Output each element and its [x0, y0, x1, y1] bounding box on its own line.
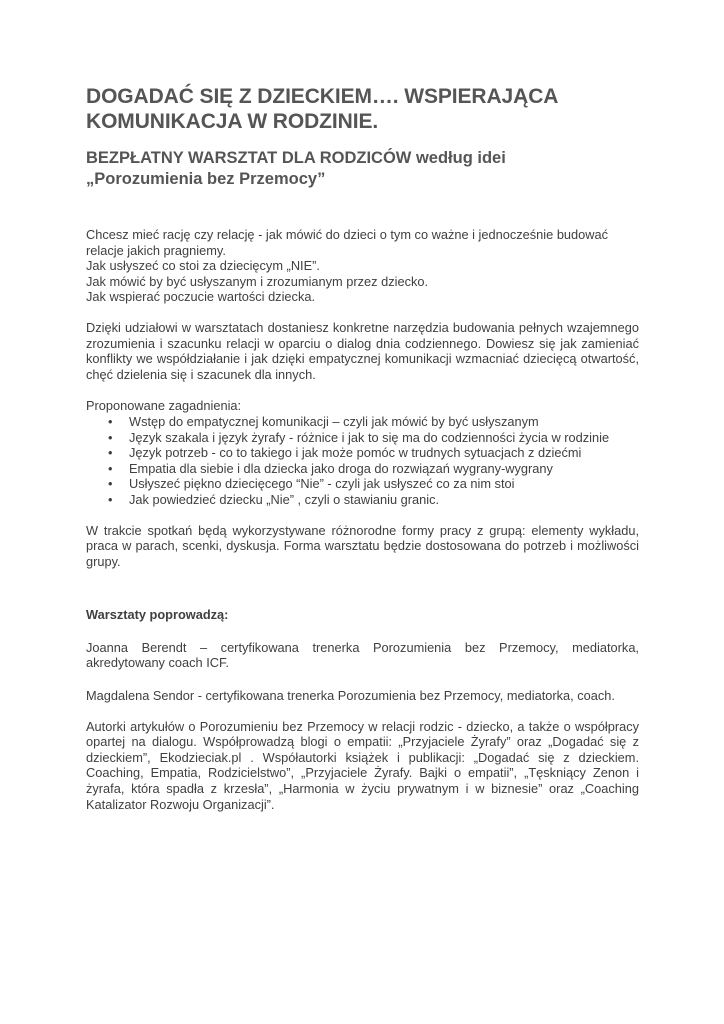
topic-text: Jak powiedzieć dziecku „Nie” , czyli o stawianiu granic. — [129, 491, 440, 507]
list-item — [86, 461, 639, 477]
authors-paragraph: Autorki artykułów o Porozumieniu bez Przemocy w relacji rodzic - dziecko, a także o współpracy opartej na dialogu. Współprowadzą blogi o empatii: „Przyjaciele Żyrafy” oraz „Dogadać się z dzieckiem”, Ekodzieciak.pl . Współautorki książek i publikacji: „Dogadać się z dzieckiem. Coaching, Empatia, Rodzicielstwo”, „Przyjaciele Żyrafy. Bajki o empatii”, „Tęskniący Zenon i żyrafa, która spadła z krzesła”, „Harmonia w życiu prywatnym i w biznesie” oraz „Coaching Katalizator Rozwoju Organizacji”. — [86, 718, 639, 812]
list-item — [86, 492, 639, 508]
subtitle-line-1: BEZPŁATNY WARSZTAT DLA RODZICÓW według idei — [86, 149, 506, 167]
topics-list — [86, 414, 639, 508]
list-item — [86, 476, 639, 492]
intro-line-3: Jak mówić by być usłyszanym i zrozumianym przez dziecko. — [86, 273, 429, 289]
list-item — [86, 414, 639, 430]
topic-text: Język potrzeb - co to takiego i jak może pomóc w trudnych sytuacjach z dziećmi — [129, 445, 582, 461]
topics-heading: Proponowane zagadnienia: — [86, 398, 242, 414]
intro-line-2: Jak usłyszeć co stoi za dziecięcym „NIE”. — [86, 258, 320, 274]
intro-paragraph — [86, 227, 639, 305]
host-2-paragraph: Magdalena Sendor - certyfikowana trenerka Porozumienia bez Przemocy, mediatorka, coach. — [86, 688, 615, 704]
workshop-paragraph: Dzięki udziałowi w warsztatach dostaniesz konkretne narzędzia budowania pełnych wzajemnego zrozumienia i szacunku relacji w oparciu o dialog dnia codziennego. Dowiesz się jak zamieniać konflikty we współdziałanie i jak dzięki empatycznej komunikacji wzmacniać dziecięcą otwartość, chęć dzielenia się i szacunek dla innych. — [86, 319, 639, 382]
forms-paragraph: W trakcie spotkań będą wykorzystywane różnorodne formy pracy z grupą: elementy wykładu, praca w parach, scenki, dyskusja. Forma warsztatu będzie dostosowana do potrzeb i możliwości grupy. — [86, 522, 639, 569]
topic-text: Język szakala i język żyrafy - różnice i jak to się ma do codzienności życia w rodzinie — [129, 429, 610, 445]
subtitle-line-2: „Porozumienia bez Przemocy” — [86, 170, 326, 188]
topic-text: Empatia dla siebie i dla dziecka jako droga do rozwiązań wygrany-wygrany — [129, 460, 553, 476]
bullet-icon: • — [108, 445, 113, 461]
list-item — [86, 445, 639, 461]
intro-line-1: Chcesz mieć rację czy relację - jak mówić do dzieci o tym co ważne i jednocześnie budować relacje jakich pragniemy. — [86, 227, 609, 258]
topic-text: Usłyszeć piękno dziecięcego “Nie” - czyli jak usłyszeć co za nim stoi — [129, 476, 515, 492]
hosts-heading: Warsztaty poprowadzą: — [86, 607, 229, 623]
document-title: DOGADAĆ SIĘ Z DZIECKIEM…. WSPIERAJĄCA KOMUNIKACJA W RODZINIE. — [86, 85, 558, 133]
bullet-icon: • — [108, 429, 113, 445]
bullet-icon: • — [108, 491, 113, 507]
list-item — [86, 430, 639, 446]
bullet-icon: • — [108, 460, 113, 476]
bullet-icon: • — [108, 413, 113, 429]
document-subtitle — [86, 148, 639, 190]
topic-text: Wstęp do empatycznej komunikacji – czyli jak mówić by być usłyszanym — [129, 413, 539, 429]
host-1-paragraph: Joanna Berendt – certyfikowana trenerka Porozumienia bez Przemocy, mediatorka, akredytowany coach ICF. — [86, 639, 639, 671]
bullet-icon: • — [108, 476, 113, 492]
document-page — [86, 84, 639, 812]
intro-line-4: Jak wspierać poczucie wartości dziecka. — [86, 289, 316, 305]
